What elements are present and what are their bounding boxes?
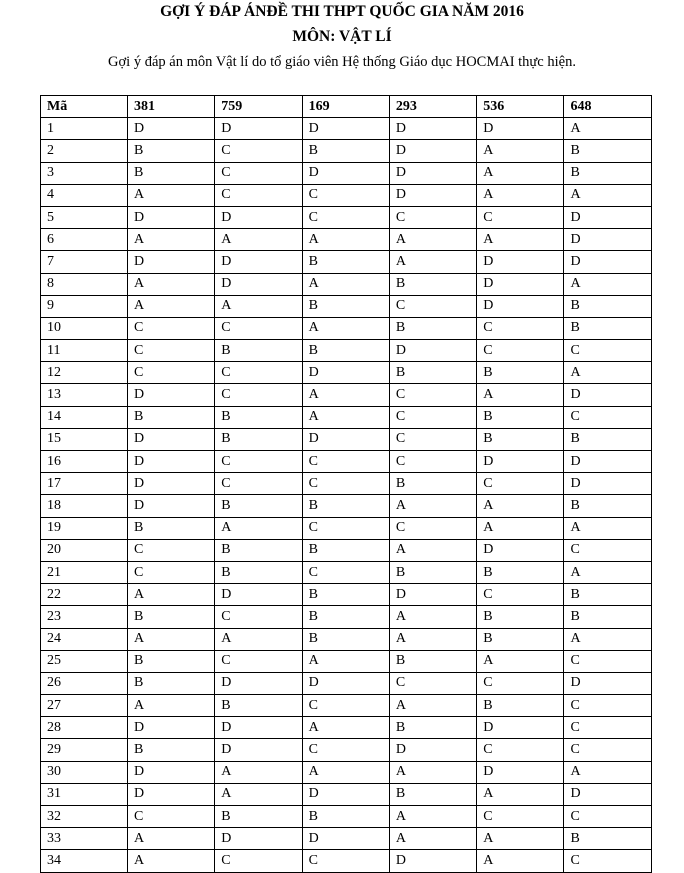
answer-cell: C: [215, 473, 302, 495]
answer-cell: A: [477, 162, 564, 184]
table-row: [41, 650, 652, 672]
answer-cell: C: [477, 206, 564, 228]
answer-cell: C: [389, 428, 476, 450]
answer-cell: A: [477, 828, 564, 850]
question-number-cell: 34: [41, 850, 128, 872]
answer-cell: B: [389, 273, 476, 295]
answer-cell: B: [128, 162, 215, 184]
question-number-cell: 33: [41, 828, 128, 850]
table-row: [41, 672, 652, 694]
table-row: [41, 806, 652, 828]
answer-cell: B: [302, 539, 389, 561]
answer-cell: C: [215, 606, 302, 628]
answer-cell: A: [564, 362, 651, 384]
table-row: [41, 850, 652, 872]
answer-cell: D: [128, 783, 215, 805]
answer-cell: C: [389, 451, 476, 473]
answer-cell: A: [215, 295, 302, 317]
answer-cell: B: [564, 606, 651, 628]
page-title: GỢI Ý ĐÁP ÁNĐỀ THI THPT QUỐC GIA NĂM 2016: [160, 3, 524, 20]
question-number-cell: 14: [41, 406, 128, 428]
answer-cell: C: [564, 850, 651, 872]
table-row: [41, 606, 652, 628]
column-header-code: 648: [564, 96, 651, 118]
answer-cell: B: [564, 140, 651, 162]
answer-cell: B: [128, 739, 215, 761]
answer-cell: C: [128, 340, 215, 362]
answer-cell: A: [215, 229, 302, 251]
column-header-code: 759: [215, 96, 302, 118]
answer-cell: D: [389, 584, 476, 606]
answer-cell: C: [128, 317, 215, 339]
answer-cell: A: [302, 384, 389, 406]
answer-cell: D: [564, 451, 651, 473]
answer-cell: C: [128, 362, 215, 384]
table-row: [41, 561, 652, 583]
answer-cell: A: [477, 850, 564, 872]
answer-cell: D: [215, 717, 302, 739]
answer-cell: C: [477, 672, 564, 694]
question-number-cell: 10: [41, 317, 128, 339]
answer-cell: B: [389, 317, 476, 339]
answer-cell: C: [564, 806, 651, 828]
question-number-cell: 28: [41, 717, 128, 739]
answer-cell: B: [389, 473, 476, 495]
answer-cell: A: [389, 695, 476, 717]
table-row: [41, 140, 652, 162]
table-row: [41, 118, 652, 140]
answer-cell: D: [302, 428, 389, 450]
answer-cell: B: [128, 406, 215, 428]
answer-cell: B: [389, 650, 476, 672]
question-number-cell: 1: [41, 118, 128, 140]
answer-cell: A: [302, 317, 389, 339]
answer-cell: B: [302, 295, 389, 317]
table-row: [41, 340, 652, 362]
column-header-code: 536: [477, 96, 564, 118]
answer-cell: C: [564, 717, 651, 739]
answer-cell: B: [564, 584, 651, 606]
answer-cell: D: [389, 739, 476, 761]
table-row: [41, 206, 652, 228]
table-row: [41, 761, 652, 783]
answer-cell: D: [389, 162, 476, 184]
answer-cell: A: [477, 650, 564, 672]
answer-cell: A: [389, 761, 476, 783]
answer-cell: B: [477, 606, 564, 628]
answer-cell: C: [389, 295, 476, 317]
question-number-cell: 7: [41, 251, 128, 273]
answer-cell: C: [128, 539, 215, 561]
answer-cell: D: [477, 539, 564, 561]
answer-cell: B: [389, 561, 476, 583]
question-number-cell: 26: [41, 672, 128, 694]
answer-cell: B: [564, 317, 651, 339]
answer-cell: A: [215, 761, 302, 783]
answer-cell: D: [564, 473, 651, 495]
answer-cell: A: [564, 118, 651, 140]
answer-cell: D: [477, 118, 564, 140]
table-row: [41, 406, 652, 428]
answer-cell: D: [302, 362, 389, 384]
answer-cell: A: [389, 606, 476, 628]
question-number-cell: 13: [41, 384, 128, 406]
answer-cell: A: [477, 384, 564, 406]
answer-cell: A: [564, 184, 651, 206]
answer-cell: B: [215, 495, 302, 517]
answer-cell: C: [389, 206, 476, 228]
answer-cell: C: [564, 650, 651, 672]
question-number-cell: 11: [41, 340, 128, 362]
answer-cell: B: [564, 495, 651, 517]
answer-cell: A: [564, 517, 651, 539]
answer-cell: A: [389, 495, 476, 517]
question-number-cell: 4: [41, 184, 128, 206]
answer-cell: C: [302, 695, 389, 717]
table-row: [41, 295, 652, 317]
question-number-cell: 20: [41, 539, 128, 561]
answer-cell: D: [302, 672, 389, 694]
answer-cell: A: [302, 717, 389, 739]
table-row: [41, 273, 652, 295]
table-row: [41, 317, 652, 339]
question-number-cell: 18: [41, 495, 128, 517]
answer-cell: C: [477, 340, 564, 362]
question-number-cell: 29: [41, 739, 128, 761]
answer-cell: A: [389, 539, 476, 561]
answer-cell: D: [564, 384, 651, 406]
answer-cell: C: [215, 184, 302, 206]
answer-cell: C: [215, 384, 302, 406]
answer-cell: A: [128, 229, 215, 251]
question-number-cell: 19: [41, 517, 128, 539]
table-row: [41, 251, 652, 273]
question-number-cell: 5: [41, 206, 128, 228]
answer-cell: C: [477, 473, 564, 495]
answer-cell: A: [215, 628, 302, 650]
table-row: [41, 495, 652, 517]
question-number-cell: 24: [41, 628, 128, 650]
question-number-cell: 23: [41, 606, 128, 628]
answer-cell: A: [564, 273, 651, 295]
answer-cell: A: [302, 406, 389, 428]
answer-cell: C: [215, 850, 302, 872]
answer-cell: C: [564, 539, 651, 561]
answer-cell: D: [564, 783, 651, 805]
answer-cell: A: [389, 251, 476, 273]
answer-cell: A: [302, 229, 389, 251]
answer-cell: A: [215, 783, 302, 805]
answer-cell: A: [128, 850, 215, 872]
answer-cell: B: [215, 806, 302, 828]
answer-cell: C: [302, 451, 389, 473]
answer-cell: C: [389, 384, 476, 406]
question-number-cell: 3: [41, 162, 128, 184]
question-number-cell: 12: [41, 362, 128, 384]
answer-cell: A: [128, 628, 215, 650]
answer-cell: D: [215, 118, 302, 140]
answer-cell: C: [564, 340, 651, 362]
answer-cell: C: [302, 184, 389, 206]
answer-cell: B: [302, 606, 389, 628]
answer-cell: B: [302, 495, 389, 517]
answer-cell: D: [128, 428, 215, 450]
column-header-code: 381: [128, 96, 215, 118]
answer-cell: C: [215, 140, 302, 162]
answer-cell: B: [477, 362, 564, 384]
answer-cell: D: [477, 251, 564, 273]
question-number-cell: 6: [41, 229, 128, 251]
answer-cell: B: [128, 517, 215, 539]
question-number-cell: 21: [41, 561, 128, 583]
answer-cell: A: [128, 695, 215, 717]
answer-cell: B: [477, 628, 564, 650]
answer-cell: D: [128, 384, 215, 406]
answer-cell: B: [477, 561, 564, 583]
answer-cell: B: [215, 695, 302, 717]
answer-cell: B: [302, 806, 389, 828]
answer-cell: B: [215, 539, 302, 561]
answer-cell: D: [302, 828, 389, 850]
answer-cell: D: [389, 340, 476, 362]
answer-cell: D: [128, 451, 215, 473]
answer-cell: B: [302, 251, 389, 273]
question-number-cell: 16: [41, 451, 128, 473]
answer-cell: C: [477, 739, 564, 761]
answer-cell: C: [389, 517, 476, 539]
answer-cell: B: [215, 561, 302, 583]
answer-cell: A: [215, 517, 302, 539]
table-row: [41, 473, 652, 495]
answer-cell: C: [302, 206, 389, 228]
answer-cell: A: [302, 650, 389, 672]
answer-cell: D: [302, 162, 389, 184]
answer-cell: A: [389, 229, 476, 251]
answer-cell: B: [128, 606, 215, 628]
question-number-cell: 31: [41, 783, 128, 805]
answer-cell: B: [215, 406, 302, 428]
question-number-cell: 22: [41, 584, 128, 606]
question-number-cell: 27: [41, 695, 128, 717]
answer-cell: C: [215, 650, 302, 672]
answer-cell: C: [302, 850, 389, 872]
answer-cell: D: [389, 184, 476, 206]
answer-cell: B: [564, 428, 651, 450]
answer-cell: A: [302, 273, 389, 295]
answer-cell: D: [477, 717, 564, 739]
answer-cell: D: [389, 850, 476, 872]
answer-cell: C: [302, 561, 389, 583]
answer-table-body: [41, 118, 652, 872]
answer-cell: B: [564, 295, 651, 317]
answer-cell: A: [128, 184, 215, 206]
answer-cell: C: [477, 806, 564, 828]
answer-cell: D: [477, 451, 564, 473]
description-note: Gợi ý đáp án môn Vật lí do tổ giáo viên Hệ thống Giáo dục HOCMAI thực hiện.: [108, 54, 576, 70]
answer-cell: C: [302, 473, 389, 495]
answer-cell: D: [128, 717, 215, 739]
answer-cell: A: [477, 184, 564, 206]
question-number-cell: 9: [41, 295, 128, 317]
answer-cell: A: [477, 517, 564, 539]
answer-cell: C: [389, 672, 476, 694]
answer-cell: D: [389, 118, 476, 140]
answer-cell: B: [564, 828, 651, 850]
answer-cell: D: [302, 118, 389, 140]
table-row: [41, 584, 652, 606]
answer-cell: B: [302, 140, 389, 162]
answer-cell: A: [128, 273, 215, 295]
answer-cell: B: [389, 362, 476, 384]
answer-cell: B: [564, 162, 651, 184]
answer-cell: C: [477, 584, 564, 606]
column-header-code: 169: [302, 96, 389, 118]
answer-cell: A: [564, 561, 651, 583]
answer-cell: C: [128, 806, 215, 828]
answer-cell: D: [128, 251, 215, 273]
answer-cell: B: [215, 340, 302, 362]
answer-cell: A: [389, 628, 476, 650]
answer-cell: B: [302, 340, 389, 362]
answer-cell: D: [302, 783, 389, 805]
answer-cell: C: [302, 739, 389, 761]
table-header-row: [41, 96, 652, 118]
answer-cell: D: [477, 295, 564, 317]
question-number-cell: 8: [41, 273, 128, 295]
answer-cell: D: [215, 584, 302, 606]
subject-heading: MÔN: VẬT LÍ: [292, 28, 392, 45]
answer-cell: A: [477, 495, 564, 517]
answer-cell: D: [128, 495, 215, 517]
answer-cell: C: [564, 739, 651, 761]
answer-cell: D: [128, 473, 215, 495]
answer-cell: D: [564, 206, 651, 228]
answer-cell: A: [302, 761, 389, 783]
answer-cell: A: [477, 229, 564, 251]
answer-cell: C: [564, 406, 651, 428]
answer-cell: C: [215, 451, 302, 473]
answer-cell: D: [564, 672, 651, 694]
answer-cell: C: [128, 561, 215, 583]
answer-cell: A: [389, 806, 476, 828]
table-row: [41, 828, 652, 850]
answer-cell: A: [128, 584, 215, 606]
table-row: [41, 451, 652, 473]
table-row: [41, 717, 652, 739]
answer-cell: B: [302, 584, 389, 606]
table-row: [41, 162, 652, 184]
answer-cell: B: [128, 672, 215, 694]
question-number-cell: 25: [41, 650, 128, 672]
answer-cell: D: [215, 251, 302, 273]
answer-cell: B: [389, 717, 476, 739]
answer-cell: D: [128, 118, 215, 140]
answer-cell: D: [128, 206, 215, 228]
answer-cell: B: [302, 628, 389, 650]
question-number-cell: 32: [41, 806, 128, 828]
answer-cell: C: [215, 317, 302, 339]
table-row: [41, 783, 652, 805]
answer-cell: D: [564, 229, 651, 251]
answer-cell: B: [215, 428, 302, 450]
column-header-ma: Mã: [41, 96, 128, 118]
answer-cell: A: [389, 828, 476, 850]
table-row: [41, 517, 652, 539]
table-row: [41, 362, 652, 384]
answer-cell: B: [477, 406, 564, 428]
answer-cell: D: [215, 206, 302, 228]
answer-cell: C: [215, 162, 302, 184]
table-row: [41, 384, 652, 406]
answer-cell: A: [128, 828, 215, 850]
answer-cell: B: [128, 650, 215, 672]
answer-cell: C: [215, 362, 302, 384]
answer-cell: D: [215, 739, 302, 761]
answer-cell: A: [564, 628, 651, 650]
answer-cell: D: [477, 273, 564, 295]
table-row: [41, 229, 652, 251]
answer-cell: D: [215, 273, 302, 295]
column-header-code: 293: [389, 96, 476, 118]
answer-cell: D: [128, 761, 215, 783]
table-row: [41, 739, 652, 761]
answer-cell: A: [477, 783, 564, 805]
table-row: [41, 628, 652, 650]
table-row: [41, 428, 652, 450]
answer-cell: A: [564, 761, 651, 783]
answer-cell: D: [477, 761, 564, 783]
answer-cell: B: [477, 428, 564, 450]
answer-cell: D: [215, 672, 302, 694]
answer-cell: D: [564, 251, 651, 273]
answer-cell: B: [477, 695, 564, 717]
question-number-cell: 17: [41, 473, 128, 495]
answer-cell: C: [302, 517, 389, 539]
answer-key-table: [40, 95, 652, 873]
answer-cell: D: [389, 140, 476, 162]
answer-cell: B: [128, 140, 215, 162]
answer-cell: C: [477, 317, 564, 339]
answer-cell: A: [128, 295, 215, 317]
question-number-cell: 30: [41, 761, 128, 783]
table-row: [41, 695, 652, 717]
answer-cell: C: [564, 695, 651, 717]
answer-cell: B: [389, 783, 476, 805]
answer-cell: A: [477, 140, 564, 162]
answer-cell: D: [215, 828, 302, 850]
table-row: [41, 539, 652, 561]
table-row: [41, 184, 652, 206]
question-number-cell: 15: [41, 428, 128, 450]
question-number-cell: 2: [41, 140, 128, 162]
answer-cell: C: [389, 406, 476, 428]
